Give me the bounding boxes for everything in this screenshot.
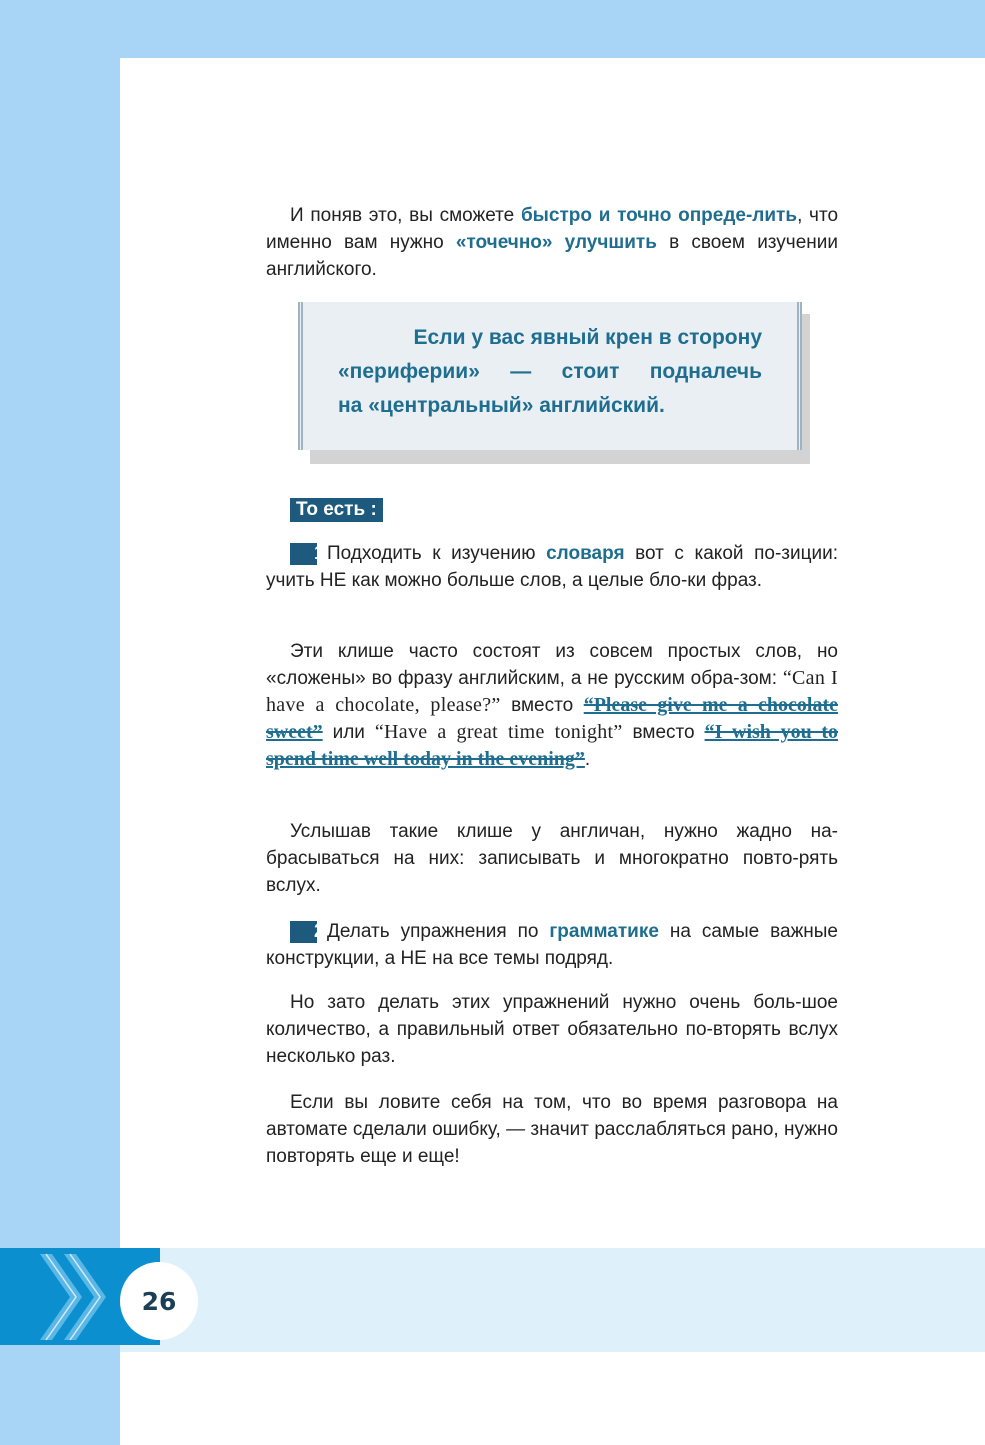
intro-highlight-2: «точечно» улучшить — [455, 232, 657, 253]
exercises-text: Но зато делать этих упражнений нужно очень боль-шое количество, а правильный ответ обязательно по-вторять вслух несколько раз. — [266, 992, 838, 1067]
item-1-text-2: вот с какой по-зиции: учить НЕ как можно больше слов, а целые бло-ки фраз. — [266, 543, 838, 591]
cliches-text-3: или — [322, 722, 375, 743]
listen-text: Услышав такие клише у англичан, нужно жадно на-брасываться на них: записывать и многократно повто-рять вслух. — [266, 821, 838, 896]
intro-highlight-1: быстро и точно опреде-лить — [520, 205, 798, 226]
mistake-text: Если вы ловите себя на том, что во время разговора на автомате сделали ошибку, — значит расслабляться рано, нужно повторять еще и еще! — [266, 1092, 838, 1167]
callout-line-1: Если у вас явный крен в сторону — [413, 326, 762, 349]
item-2-text-1: Делать упражнения по — [327, 921, 550, 942]
item-1-highlight: словаря — [546, 543, 625, 564]
page-number-text: 26 — [141, 1286, 177, 1316]
double-chevron-right-icon — [36, 1252, 116, 1342]
item-2 — [266, 918, 838, 972]
mistake-paragraph — [266, 1089, 838, 1170]
section-label-wrap — [290, 496, 383, 523]
footer-band — [120, 1248, 985, 1352]
intro-text-2: , что именно вам нужно — [266, 205, 839, 253]
intro-text-3: в своем изучении английского. — [266, 232, 838, 280]
item-2-highlight: грамматике — [549, 921, 659, 942]
item-2-number: 2. — [290, 921, 317, 943]
cliches-example-2: “Have a great time tonight” — [374, 721, 623, 743]
listen-paragraph — [266, 818, 838, 899]
cliches-text-1: Эти клише часто состоят из совсем простых слов, но «сложены» во фразу английским, а не русским обра-зом: — [266, 641, 838, 689]
cliches-wrong-2: “I wish you to spend time well today in the evening” — [266, 721, 839, 770]
item-1-number: 1. — [290, 543, 317, 565]
intro-text-1: И поняв это, вы сможете — [290, 205, 521, 226]
callout-text — [338, 321, 762, 423]
intro-paragraph — [266, 202, 838, 283]
item-1 — [266, 540, 838, 594]
exercises-paragraph — [266, 989, 838, 1070]
page-number — [120, 1262, 198, 1340]
callout-line-3: на «центральный» английский. — [338, 394, 665, 417]
cliches-text-5: . — [584, 749, 591, 770]
item-2-text-2: на самые важные конструкции, а НЕ на все темы подряд. — [266, 921, 838, 969]
cliches-wrong-1: “Please give me a chocolate sweet” — [266, 694, 838, 743]
cliches-paragraph — [266, 638, 838, 773]
item-1-text-1: Подходить к изучению — [327, 543, 547, 564]
cliches-text-4: вместо — [622, 722, 705, 743]
cliches-example-1: “Can I have a chocolate, please?” — [266, 667, 838, 716]
callout-line-2: «периферии» — стоит подналечь — [338, 360, 762, 383]
cliches-text-2: вместо — [500, 695, 584, 716]
section-label: То есть : — [290, 498, 383, 522]
